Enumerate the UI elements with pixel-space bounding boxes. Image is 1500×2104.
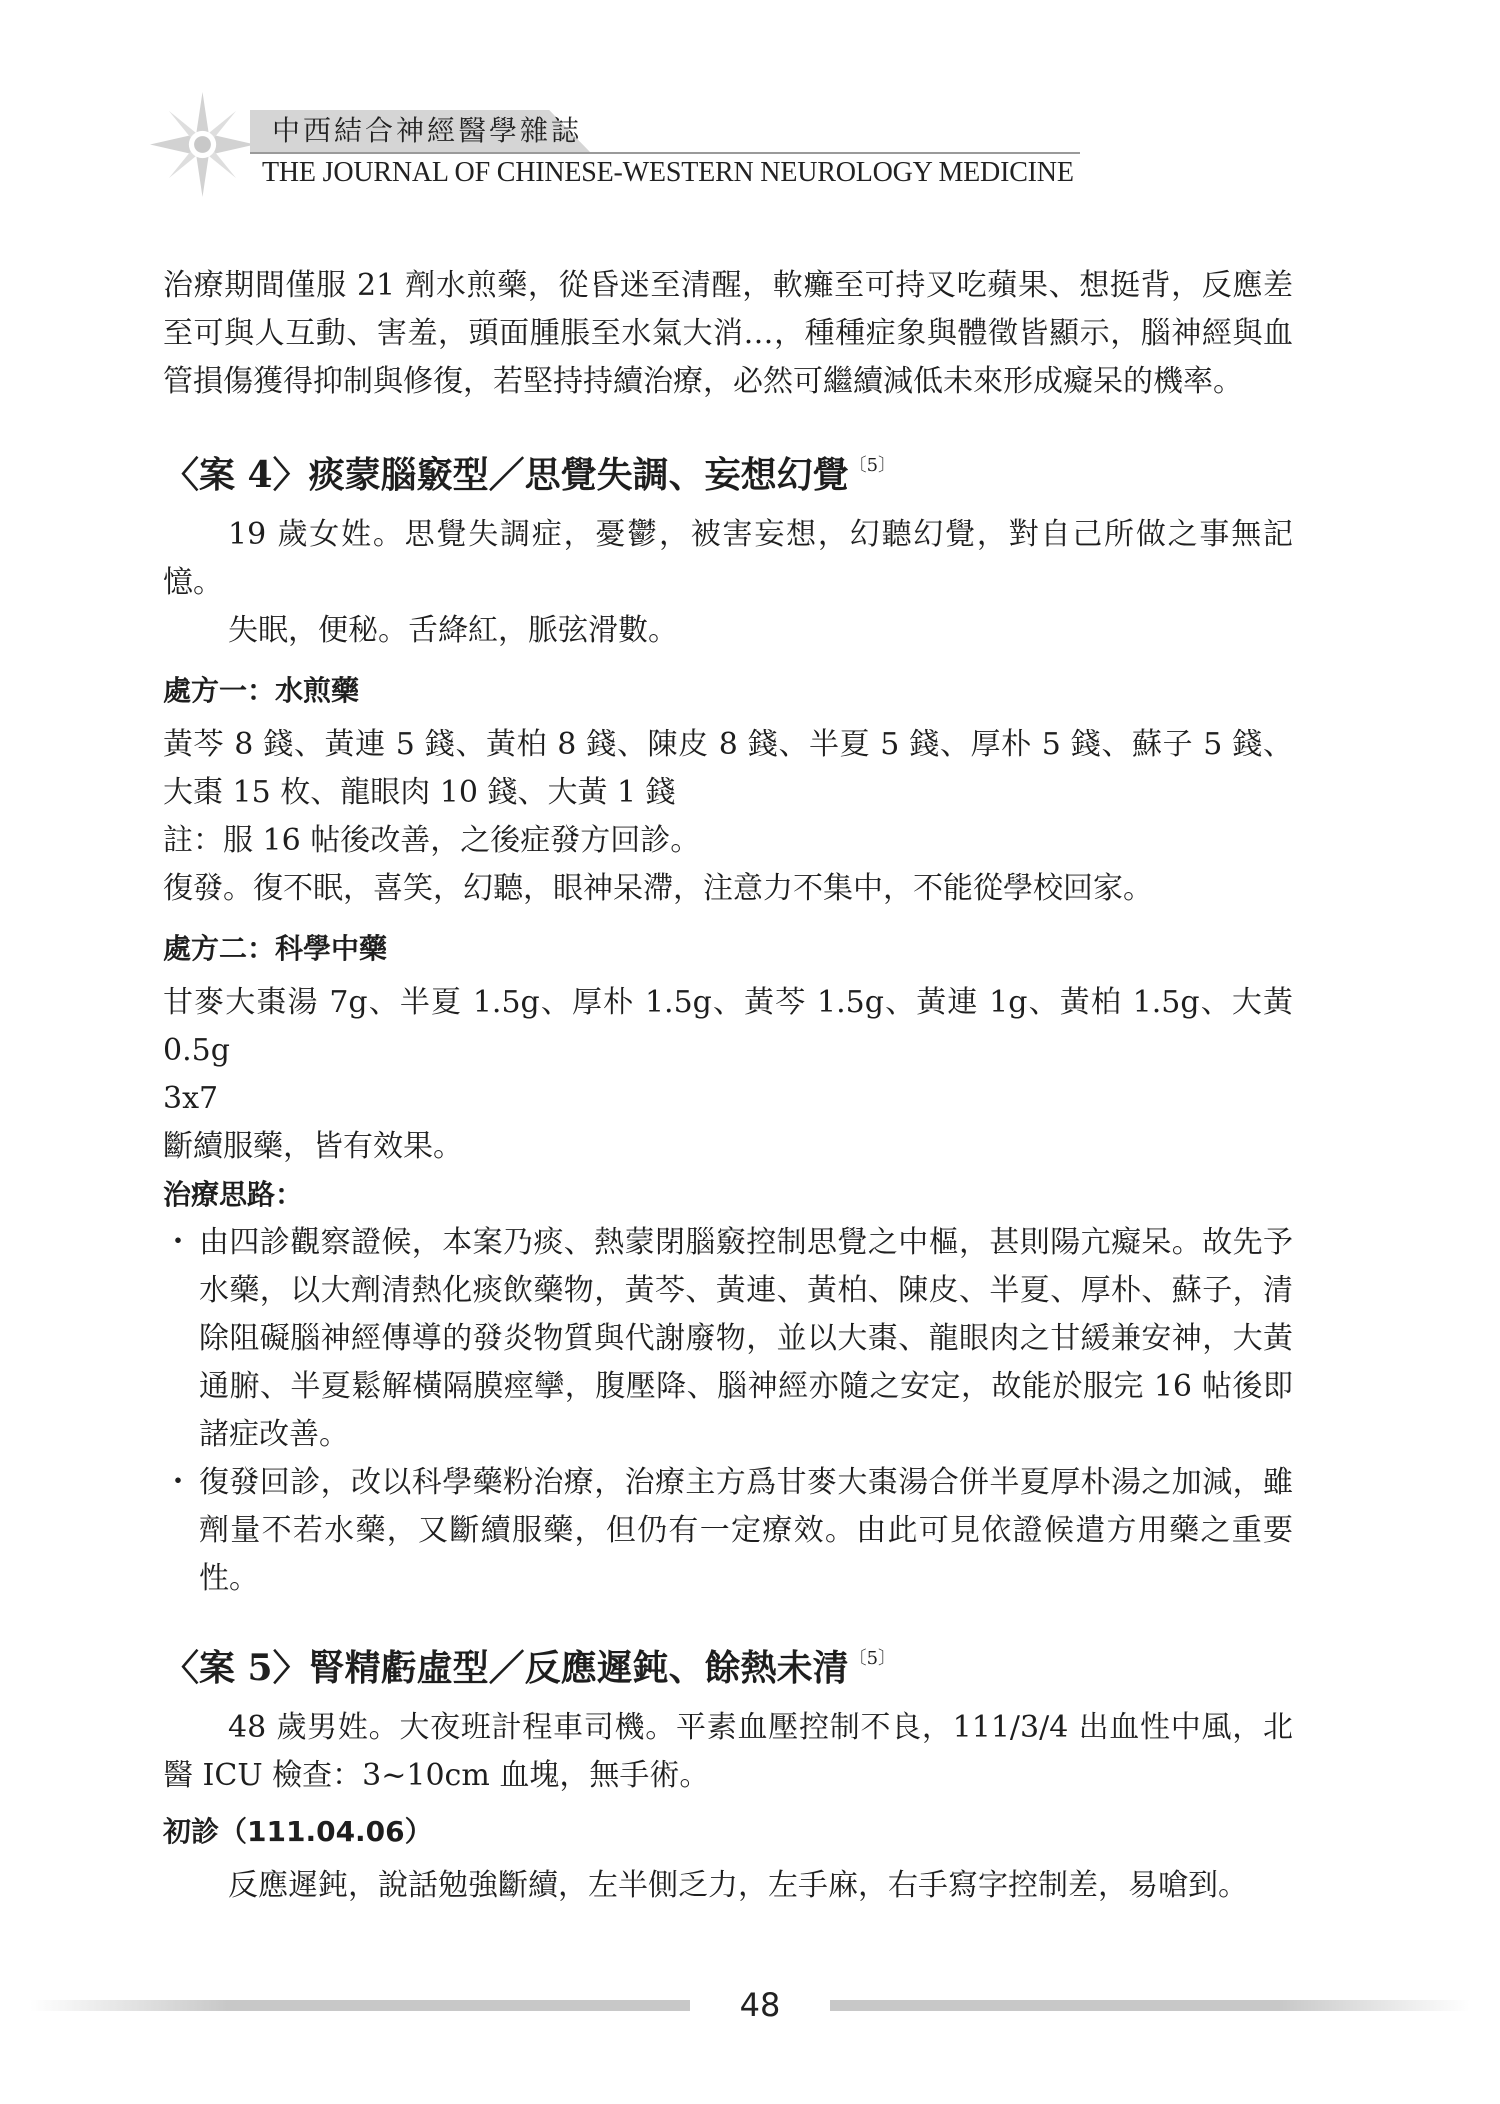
bullet-mark: ・: [163, 1225, 193, 1260]
page-header: [0, 0, 1500, 200]
case4-rx1-relapse: 復發。復不眠，喜笑，幻聽，眼神呆滯，注意力不集中，不能從學校回家。: [163, 871, 1153, 906]
page-number: 48: [739, 1986, 781, 2024]
case5-title: 〈案 5〉腎精虧虛型／反應遲鈍、餘熱未清: [163, 1647, 849, 1689]
header-rule: [250, 152, 1080, 154]
case4-approach-title: 治療思路：: [163, 1178, 304, 1211]
case4-rx2-note: 斷續服藥，皆有效果。: [163, 1129, 463, 1164]
case4-reference: 〔5〕: [848, 455, 897, 476]
case4-rx2-body: 甘麥大棗湯 7g、半夏 1.5g、厚朴 1.5g、黃芩 1.5g、黃連 1g、黃柏 1.5g、大黃 0.5g: [163, 985, 1293, 1068]
case5-reference: 〔5〕: [848, 1648, 897, 1669]
case4-rx1-note: 註：服 16 帖後改善，之後症發方回診。: [163, 823, 701, 858]
case4-rx1-body: 黃芩 8 錢、黃連 5 錢、黃柏 8 錢、陳皮 8 錢、半夏 5 錢、厚朴 5 錢、蘇子 5 錢、大棗 15 枚、龍眼肉 10 錢、大黃 1 錢: [163, 727, 1293, 810]
bullet-mark: ・: [163, 1465, 193, 1500]
case4-rx2-title: 處方二：科學中藥: [163, 932, 388, 965]
case4-symptoms: 失眠，便秘。舌絳紅，脈弦滑數。: [228, 613, 678, 648]
case4-rx1-title: 處方一：水煎藥: [163, 674, 360, 707]
case4-bullet-1: [163, 1219, 1293, 1459]
case5-heading: [163, 1633, 1293, 1694]
case4-heading: [163, 440, 1293, 501]
case5-history: 48 歲男姓。大夜班計程車司機。平素血壓控制不良，111/3/4 出血性中風，北醫 ICU 檢查：3~10cm 血塊，無手術。: [163, 1710, 1293, 1793]
journal-title-english: THE JOURNAL OF CHINESE-WESTERN NEUROLOGY MEDICINE: [262, 157, 1074, 188]
journal-title-chinese: 中西結合神經醫學雜誌: [272, 114, 583, 147]
bullet-text: 由四診觀察證候，本案乃痰、熱蒙閉腦竅控制思覺之中樞，甚則陽亢癡呆。故先予水藥，以大劑清熱化痰飲藥物，黃芩、黃連、黃柏、陳皮、半夏、厚朴、蘇子，清除阻礙腦神經傳導的發炎物質與代謝廢物，並以大棗、龍眼肉之甘緩兼安神，大黃通腑、半夏鬆解橫隔膜痙攣，腹壓降、腦神經亦隨之安定，故能於服完 16 帖後即諸症改善。: [199, 1225, 1293, 1452]
page-footer: [0, 1980, 1500, 2030]
bullet-text: 復發回診，改以科學藥粉治療，治療主方爲甘麥大棗湯合併半夏厚朴湯之加減，雖劑量不若水藥，又斷續服藥，但仍有一定療效。由此可見依證候遣方用藥之重要性。: [199, 1465, 1293, 1596]
intro-paragraph: 治療期間僅服 21 劑水煎藥，從昏迷至清醒，軟癱至可持叉吃蘋果、想挺背，反應差至可與人互動、害羞，頭面腫脹至水氣大消…，種種症象與體徵皆顯示，腦神經與血管損傷獲得抑制與修復，若堅持持續治療，必然可繼續減低未來形成癡呆的機率。: [163, 268, 1293, 399]
case5-first-visit-title: 初診（111.04.06）: [163, 1815, 433, 1848]
footer-bar-left: [30, 2000, 690, 2011]
starburst-logo-icon: [150, 92, 255, 197]
article-body: [163, 262, 1293, 1910]
case4-bullet-2: [163, 1459, 1293, 1603]
case5-first-visit-body: 反應遲鈍，說話勉強斷續，左半側乏力，左手麻，右手寫字控制差，易嗆到。: [228, 1868, 1248, 1903]
footer-bar-right: [830, 2000, 1470, 2011]
case4-title: 〈案 4〉痰蒙腦竅型／思覺失調、妄想幻覺: [163, 454, 849, 496]
case4-history: 19 歲女姓。思覺失調症，憂鬱，被害妄想，幻聽幻覺，對自己所做之事無記憶。: [163, 517, 1293, 600]
case4-rx2-dose: 3x7: [163, 1081, 219, 1116]
